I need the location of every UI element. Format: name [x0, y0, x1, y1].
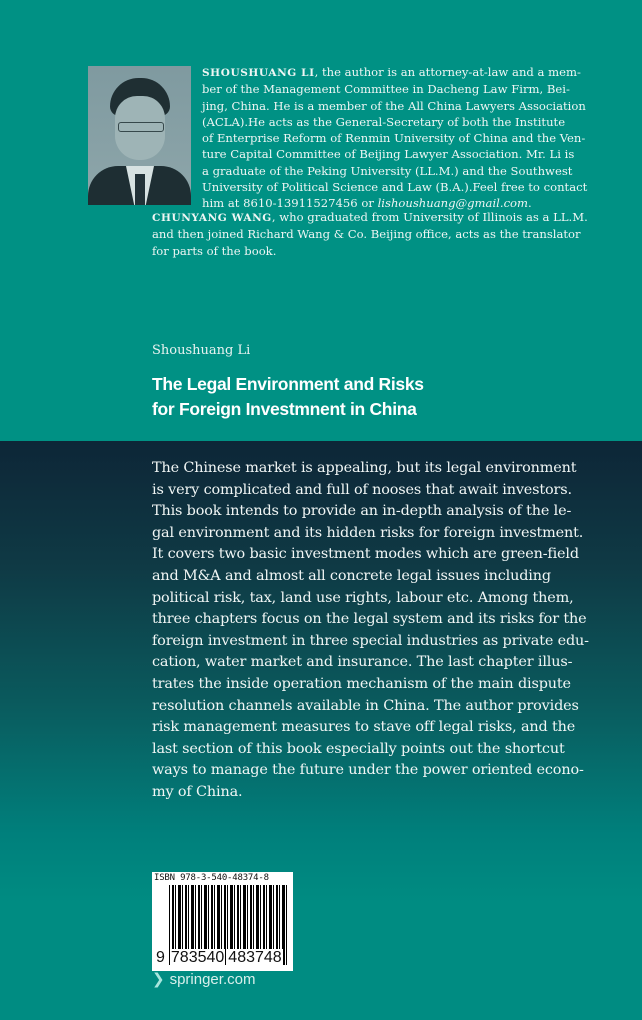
author-bio-line: SHOUSHUANG LI, the author is an attorney-at-law and a mem- — [202, 65, 581, 79]
blurb-line: It covers two basic investment modes which are green-field — [152, 546, 579, 563]
author-name-smallcaps: SHOUSHUANG LI — [202, 67, 315, 79]
blurb-line: last section of this book especially points out the shortcut — [152, 740, 565, 757]
book-author: Shoushuang Li — [152, 343, 251, 358]
isbn-barcode — [152, 872, 293, 971]
author-bio-line: of Enterprise Reform of Renmin University of China and the Ven- — [202, 131, 586, 146]
book-title-line: for Foreign Investmnent in China — [152, 399, 417, 419]
blurb-line: gal environment and its hidden risks for foreign investment. — [152, 524, 584, 541]
blurb-line: cation, water market and insurance. The last chapter illus- — [152, 654, 573, 671]
author-bio-line: jing, China. He is a member of the All China Lawyers Association — [202, 98, 586, 113]
blurb-line: ways to manage the future under the power oriented econo- — [152, 762, 584, 779]
isbn-label: ISBN 978-3-540-48374-8 — [154, 873, 269, 883]
blurb-line: political risk, tax, land use rights, labour etc. Among them, — [152, 589, 574, 606]
blurb-line: resolution channels available in China. The author provides — [152, 697, 579, 714]
photo-glasses — [118, 122, 164, 132]
barcode-digits: 9 783540 483748 — [156, 949, 282, 966]
book-blurb — [152, 458, 622, 804]
book-title-line: The Legal Environment and Risks — [152, 374, 424, 394]
blurb-line: three chapters focus on the legal system and its risks for the — [152, 611, 587, 628]
blurb-line: The Chinese market is appealing, but its legal environment — [152, 460, 577, 476]
publisher-link[interactable] — [152, 970, 255, 988]
chevron-right-icon: ❯ — [152, 971, 165, 988]
book-title — [152, 372, 622, 422]
blurb-line: risk management measures to stave off legal risks, and the — [152, 719, 576, 736]
author-contact-line: him at 8610-13911527456 or lishoushuang@gmail.com. — [202, 196, 532, 211]
author-bio-line: a graduate of the Peking University (LL.M.) and the Southwest — [202, 163, 573, 178]
author-bio-line: University of Political Science and Law (B.A.).Feel free to contact — [202, 180, 588, 195]
translator-bio-line: CHUNYANG WANG, who graduated from University of Illinois as a LL.M. — [152, 210, 588, 224]
blurb-line: my of China. — [152, 783, 243, 800]
translator-bio — [152, 209, 622, 259]
blurb-line: This book intends to provide an in-depth analysis of the le- — [152, 503, 572, 520]
author-bio-line: ture Capital Committee of Beijing Lawyer Association. Mr. Li is — [202, 147, 575, 162]
author-bio — [202, 64, 622, 212]
blurb-line: is very complicated and full of nooses that await investors. — [152, 481, 572, 498]
blurb-line: trates the inside operation mechanism of the main dispute — [152, 675, 571, 692]
translator-name-smallcaps: CHUNYANG WANG — [152, 212, 272, 224]
author-bio-line: ber of the Management Committee in Dacheng Law Firm, Bei- — [202, 82, 570, 97]
translator-bio-line: and then joined Richard Wang & Co. Beijing office, acts as the translator — [152, 227, 581, 242]
author-email: lishoushuang@gmail.com — [377, 196, 529, 211]
blurb-line: foreign investment in three special industries as private edu- — [152, 632, 589, 649]
author-photo — [88, 66, 191, 205]
publisher-url: springer.com — [169, 971, 256, 988]
author-bio-line: (ACLA).He acts as the General-Secretary of both the Institute — [202, 114, 566, 129]
blurb-line: and M&A and almost all concrete legal issues including — [152, 567, 551, 584]
translator-bio-line: for parts of the book. — [152, 243, 277, 258]
photo-tie — [135, 174, 145, 205]
